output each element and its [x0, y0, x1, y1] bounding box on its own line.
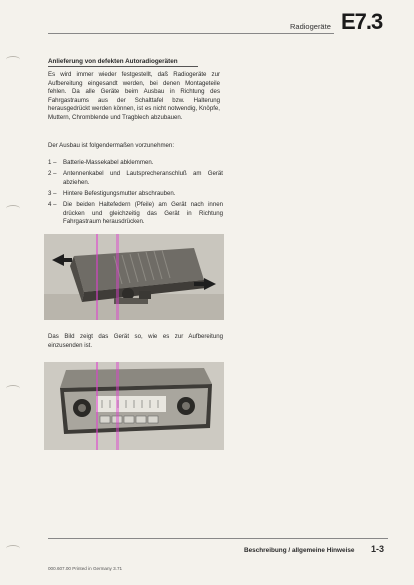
header-rule: [48, 33, 334, 34]
step-number: 3 –: [48, 189, 57, 197]
step-number: 4 –: [48, 201, 57, 209]
intro-paragraph: Es wird immer wieder festgestellt, daß Radiogeräte zur Aufbereitung eingesandt werden, bei denen Montageteile fehlen. Da alle Geräte beim Ausbau in Richtung des Fahrgastraums aus der Schalttafel bzw. Halterung herausgedrückt werden können, ist es nicht notwendig, Knöpfe, Muttern, Chromblende und Tragblech abzubauen.: [48, 71, 220, 121]
step-text: Hintere Befestigungsmutter abschrauben.: [63, 189, 176, 197]
section-code: E7.3: [341, 9, 383, 34]
removal-lead: Der Ausbau ist folgendermaßen vorzunehmen:: [48, 142, 175, 149]
step-item: [48, 190, 223, 199]
punch-hole-mark: [6, 56, 20, 63]
punch-hole-mark: [6, 385, 20, 392]
step-text: Antennenkabel und Lautsprecheranschluß am Gerät abziehen.: [63, 170, 223, 186]
removal-steps: [48, 159, 223, 230]
header-category: Radiogeräte: [290, 22, 331, 31]
printer-note: 000.607.00 Printed in Germany 3.71: [48, 566, 123, 571]
footer-title: Beschreibung / allgemeine Hinweise: [244, 547, 355, 554]
footer-rule: [48, 538, 388, 539]
title-underline: [48, 66, 198, 67]
step-item: [48, 170, 223, 187]
radio-complete-photo: [44, 362, 224, 450]
step-number: 1 –: [48, 159, 57, 166]
step-item: [48, 159, 223, 168]
page-number: 1-3: [371, 544, 385, 554]
radio-removal-photo: [44, 234, 224, 320]
figure-caption: Das Bild zeigt das Gerät so, wie es zur Aufbereitung einzusenden ist.: [48, 333, 223, 349]
step-text: Batterie-Massekabel abklemmen.: [63, 159, 154, 166]
punch-hole-mark: [6, 545, 20, 552]
step-text: Die beiden Haltefedern (Pfeile) am Gerät nach innen drücken und gleichzeitig das Gerät in Richtung Fahrgastraum herausdrücken.: [63, 201, 223, 226]
step-item: [48, 201, 223, 227]
step-number: 2 –: [48, 170, 57, 178]
punch-hole-mark: [6, 205, 20, 212]
article-title: Anlieferung von defekten Autoradiogeräten: [48, 58, 178, 65]
